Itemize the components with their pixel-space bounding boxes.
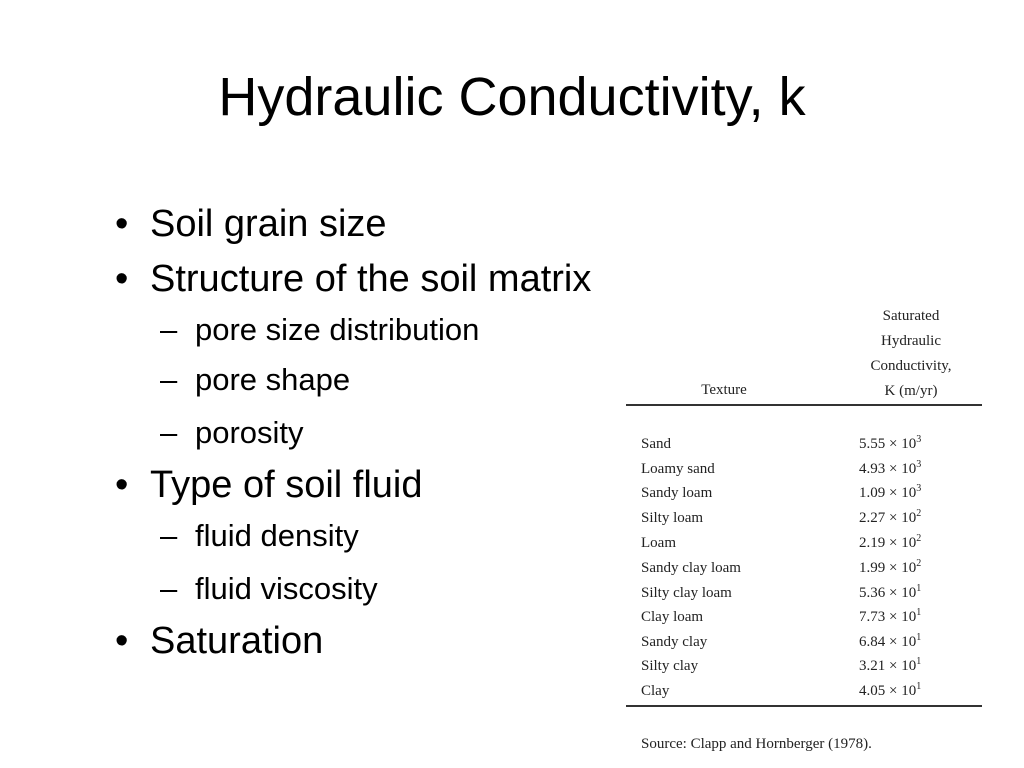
conductivity-cell: $1.09 \times 10^3$ xyxy=(859,483,922,501)
conductivity-cell: $2.27 \times 10^2$ xyxy=(859,508,922,526)
texture-cell: Sand xyxy=(641,436,671,452)
texture-cell: Silty clay loam xyxy=(641,585,732,601)
texture-cell: Silty clay xyxy=(641,658,699,674)
table-row xyxy=(624,457,986,481)
texture-cell: Silty loam xyxy=(641,510,704,526)
conductivity-cell: $4.05 \times 10^1$ xyxy=(859,681,922,699)
conductivity-cell: $6.84 \times 10^1$ xyxy=(859,632,922,650)
conductivity-cell: $7.73 \times 10^1$ xyxy=(859,607,922,625)
dash-icon: – xyxy=(160,362,178,397)
dash-icon: – xyxy=(160,518,178,553)
bullet-text: Structure of the soil matrix xyxy=(150,258,592,300)
subbullet-text: porosity xyxy=(195,415,304,450)
table-source: Source: Clapp and Hornberger (1978). xyxy=(641,736,872,752)
table-row xyxy=(624,481,986,505)
texture-cell: Sandy clay loam xyxy=(641,560,741,576)
bullet-icon: • xyxy=(115,203,129,245)
subbullet-text: fluid density xyxy=(195,518,359,553)
dash-icon: – xyxy=(160,571,178,606)
header-line: Conductivity, xyxy=(870,358,952,374)
texture-cell: Sandy clay xyxy=(641,634,708,650)
table-row xyxy=(624,432,986,456)
header-texture: Texture xyxy=(701,382,747,398)
table-row xyxy=(624,654,986,678)
header-line: Hydraulic xyxy=(881,333,941,349)
subbullet-text: pore shape xyxy=(195,362,351,397)
bullet-text: Saturation xyxy=(150,620,324,662)
table-top-rule xyxy=(626,404,982,406)
header-line: Saturated xyxy=(882,308,940,324)
subbullet-text: fluid viscosity xyxy=(195,571,378,606)
slide-title: Hydraulic Conductivity, k xyxy=(218,67,806,127)
subbullet-text: pore size distribution xyxy=(195,312,480,347)
texture-cell: Sandy loam xyxy=(641,485,713,501)
conductivity-cell: $1.99 \times 10^2$ xyxy=(859,558,922,576)
header-line: K (m/yr) xyxy=(884,383,938,399)
bullet-text: Type of soil fluid xyxy=(150,464,423,506)
dash-icon: – xyxy=(160,415,178,450)
texture-cell: Loamy sand xyxy=(641,461,715,477)
table-row xyxy=(624,581,986,605)
table-row xyxy=(624,531,986,555)
conductivity-cell: $2.19 \times 10^2$ xyxy=(859,533,922,551)
texture-cell: Clay xyxy=(641,683,670,699)
dash-icon: – xyxy=(160,312,178,347)
conductivity-table xyxy=(624,302,986,760)
table-row xyxy=(624,506,986,530)
table-row xyxy=(624,556,986,580)
texture-cell: Loam xyxy=(641,535,676,551)
table-row xyxy=(624,605,986,629)
table-row xyxy=(624,630,986,654)
table-row xyxy=(624,679,986,703)
conductivity-cell: $5.36 \times 10^1$ xyxy=(859,583,922,601)
table-bottom-rule xyxy=(626,705,982,707)
bullet-icon: • xyxy=(115,258,129,300)
header-conductivity xyxy=(836,304,986,404)
conductivity-cell: $3.21 \times 10^1$ xyxy=(859,656,922,674)
texture-cell: Clay loam xyxy=(641,609,704,625)
conductivity-cell: $5.55 \times 10^3$ xyxy=(859,434,922,452)
bullet-icon: • xyxy=(115,620,129,662)
conductivity-cell: $4.93 \times 10^3$ xyxy=(859,459,922,477)
bullet-text: Soil grain size xyxy=(150,203,387,245)
bullet-icon: • xyxy=(115,464,129,506)
